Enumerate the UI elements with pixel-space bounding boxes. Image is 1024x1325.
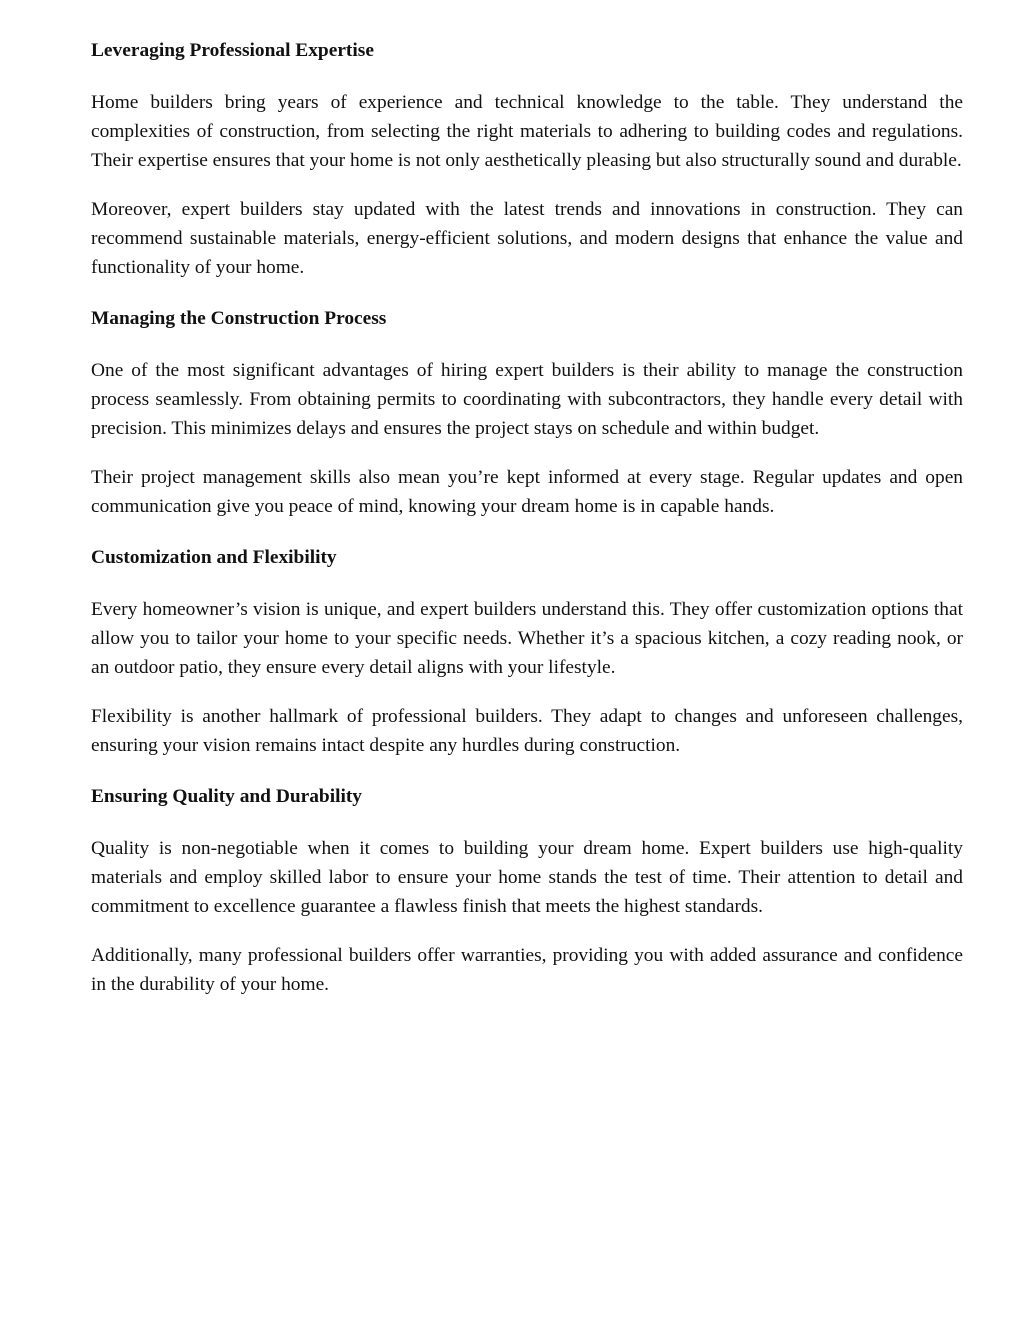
paragraph: Their project management skills also mean you’re kept informed at every stage. Regular updates and open communication give you peace of mind, knowing your dream home is in capable hands. (91, 467, 963, 517)
section-heading: Customization and Flexibility (91, 547, 337, 568)
section-heading: Managing the Construction Process (91, 308, 387, 329)
section-heading: Ensuring Quality and Durability (91, 786, 363, 807)
paragraph: Every homeowner’s vision is unique, and expert builders understand this. They offer customization options that allow you to tailor your home to your specific needs. Whether it’s a spacious kitchen, a cozy reading nook, or an outdoor patio, they ensure every detail aligns with your lifestyle. (91, 599, 963, 678)
section-leveraging-expertise (91, 34, 963, 282)
section-customization (91, 541, 963, 760)
section-managing-construction (91, 302, 963, 521)
paragraph: One of the most significant advantages of hiring expert builders is their ability to manage the construction process seamlessly. From obtaining permits to coordinating with subcontractors, they handle every detail with precision. This minimizes delays and ensures the project stays on schedule and within budget. (91, 360, 963, 439)
document-page (91, 34, 963, 1019)
paragraph: Additionally, many professional builders offer warranties, providing you with added assurance and confidence in the durability of your home. (91, 945, 963, 995)
paragraph: Flexibility is another hallmark of professional builders. They adapt to changes and unforeseen challenges, ensuring your vision remains intact despite any hurdles during construction. (91, 706, 963, 756)
paragraph: Home builders bring years of experience and technical knowledge to the table. They understand the complexities of construction, from selecting the right materials to adhering to building codes and regulations. Their expertise ensures that your home is not only aesthetically pleasing but also structurally sound and durable. (91, 92, 963, 171)
paragraph: Moreover, expert builders stay updated with the latest trends and innovations in construction. They can recommend sustainable materials, energy-efficient solutions, and modern designs that enhance the value and functionality of your home. (91, 199, 963, 278)
section-heading: Leveraging Professional Expertise (91, 40, 374, 61)
section-quality-durability (91, 780, 963, 999)
paragraph: Quality is non-negotiable when it comes to building your dream home. Expert builders use high-quality materials and employ skilled labor to ensure your home stands the test of time. Their attention to detail and commitment to excellence guarantee a flawless finish that meets the highest standards. (91, 838, 963, 917)
